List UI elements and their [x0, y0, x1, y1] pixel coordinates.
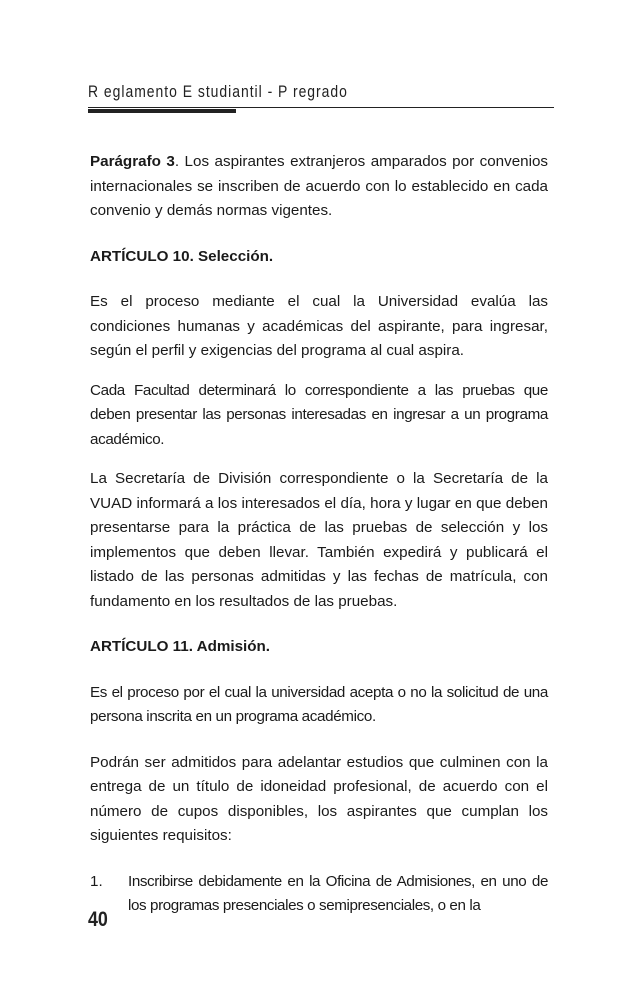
articulo-10-paragraph-2: Cada Facultad determinará lo correspondiente a las pruebas que deben presentar las personas interesadas en ingresar a un programa académico.: [90, 381, 548, 448]
articulo-10-paragraph-3: La Secretaría de División correspondiente o la Secretaría de la VUAD informará a los interesados el día, hora y lugar en que deben presentarse para la práctica de las pruebas de selección y los implementos que deben llevar. También expedirá y publicará el listado de las personas admitidas y las fechas de matrícula, con fundamento en los resultados de las pruebas.: [90, 470, 548, 610]
paragrafo-3-text: . Los aspirantes extranjeros amparados por convenios internacionales se inscriben de acuerdo con lo establecido en cada convenio y demás normas vigentes.: [90, 153, 548, 219]
list-item-text: Inscribirse debidamente en la Oficina de Admisiones, en uno de los programas presenciales o semipresenciales, o en la: [128, 872, 548, 914]
page-number: 40: [88, 908, 108, 931]
articulo-11-heading: ARTÍCULO 11. Admisión.: [90, 638, 271, 655]
articulo-10-heading: ARTÍCULO 10. Selección.: [90, 247, 274, 265]
list-item-number: 1.: [90, 872, 103, 890]
paragrafo-3-label: Parágrafo 3: [90, 153, 175, 170]
header-rule-accent: [88, 109, 236, 113]
header-rule: [88, 107, 554, 108]
running-header-title: R eglamento E studiantil - P regrado: [88, 82, 348, 101]
page-body: [90, 150, 548, 919]
articulo-10-paragraph-1: Es el proceso mediante el cual la Universidad evalúa las condiciones humanas y académicas del aspirante, para ingresar, según el perfil y exigencias del programa al cual aspira.: [90, 293, 548, 359]
articulo-11-paragraph-2: Podrán ser admitidos para adelantar estudios que culminen con la entrega de un título de idoneidad profesional, de acuerdo con el número de cupos disponibles, los aspirantes que cumplan los siguientes requisitos:: [90, 753, 548, 844]
articulo-11-paragraph-1: Es el proceso por el cual la universidad acepta o no la solicitud de una persona inscrita en un programa académico.: [90, 683, 548, 725]
paragrafo-3: [90, 150, 548, 224]
list-item: [90, 870, 548, 919]
